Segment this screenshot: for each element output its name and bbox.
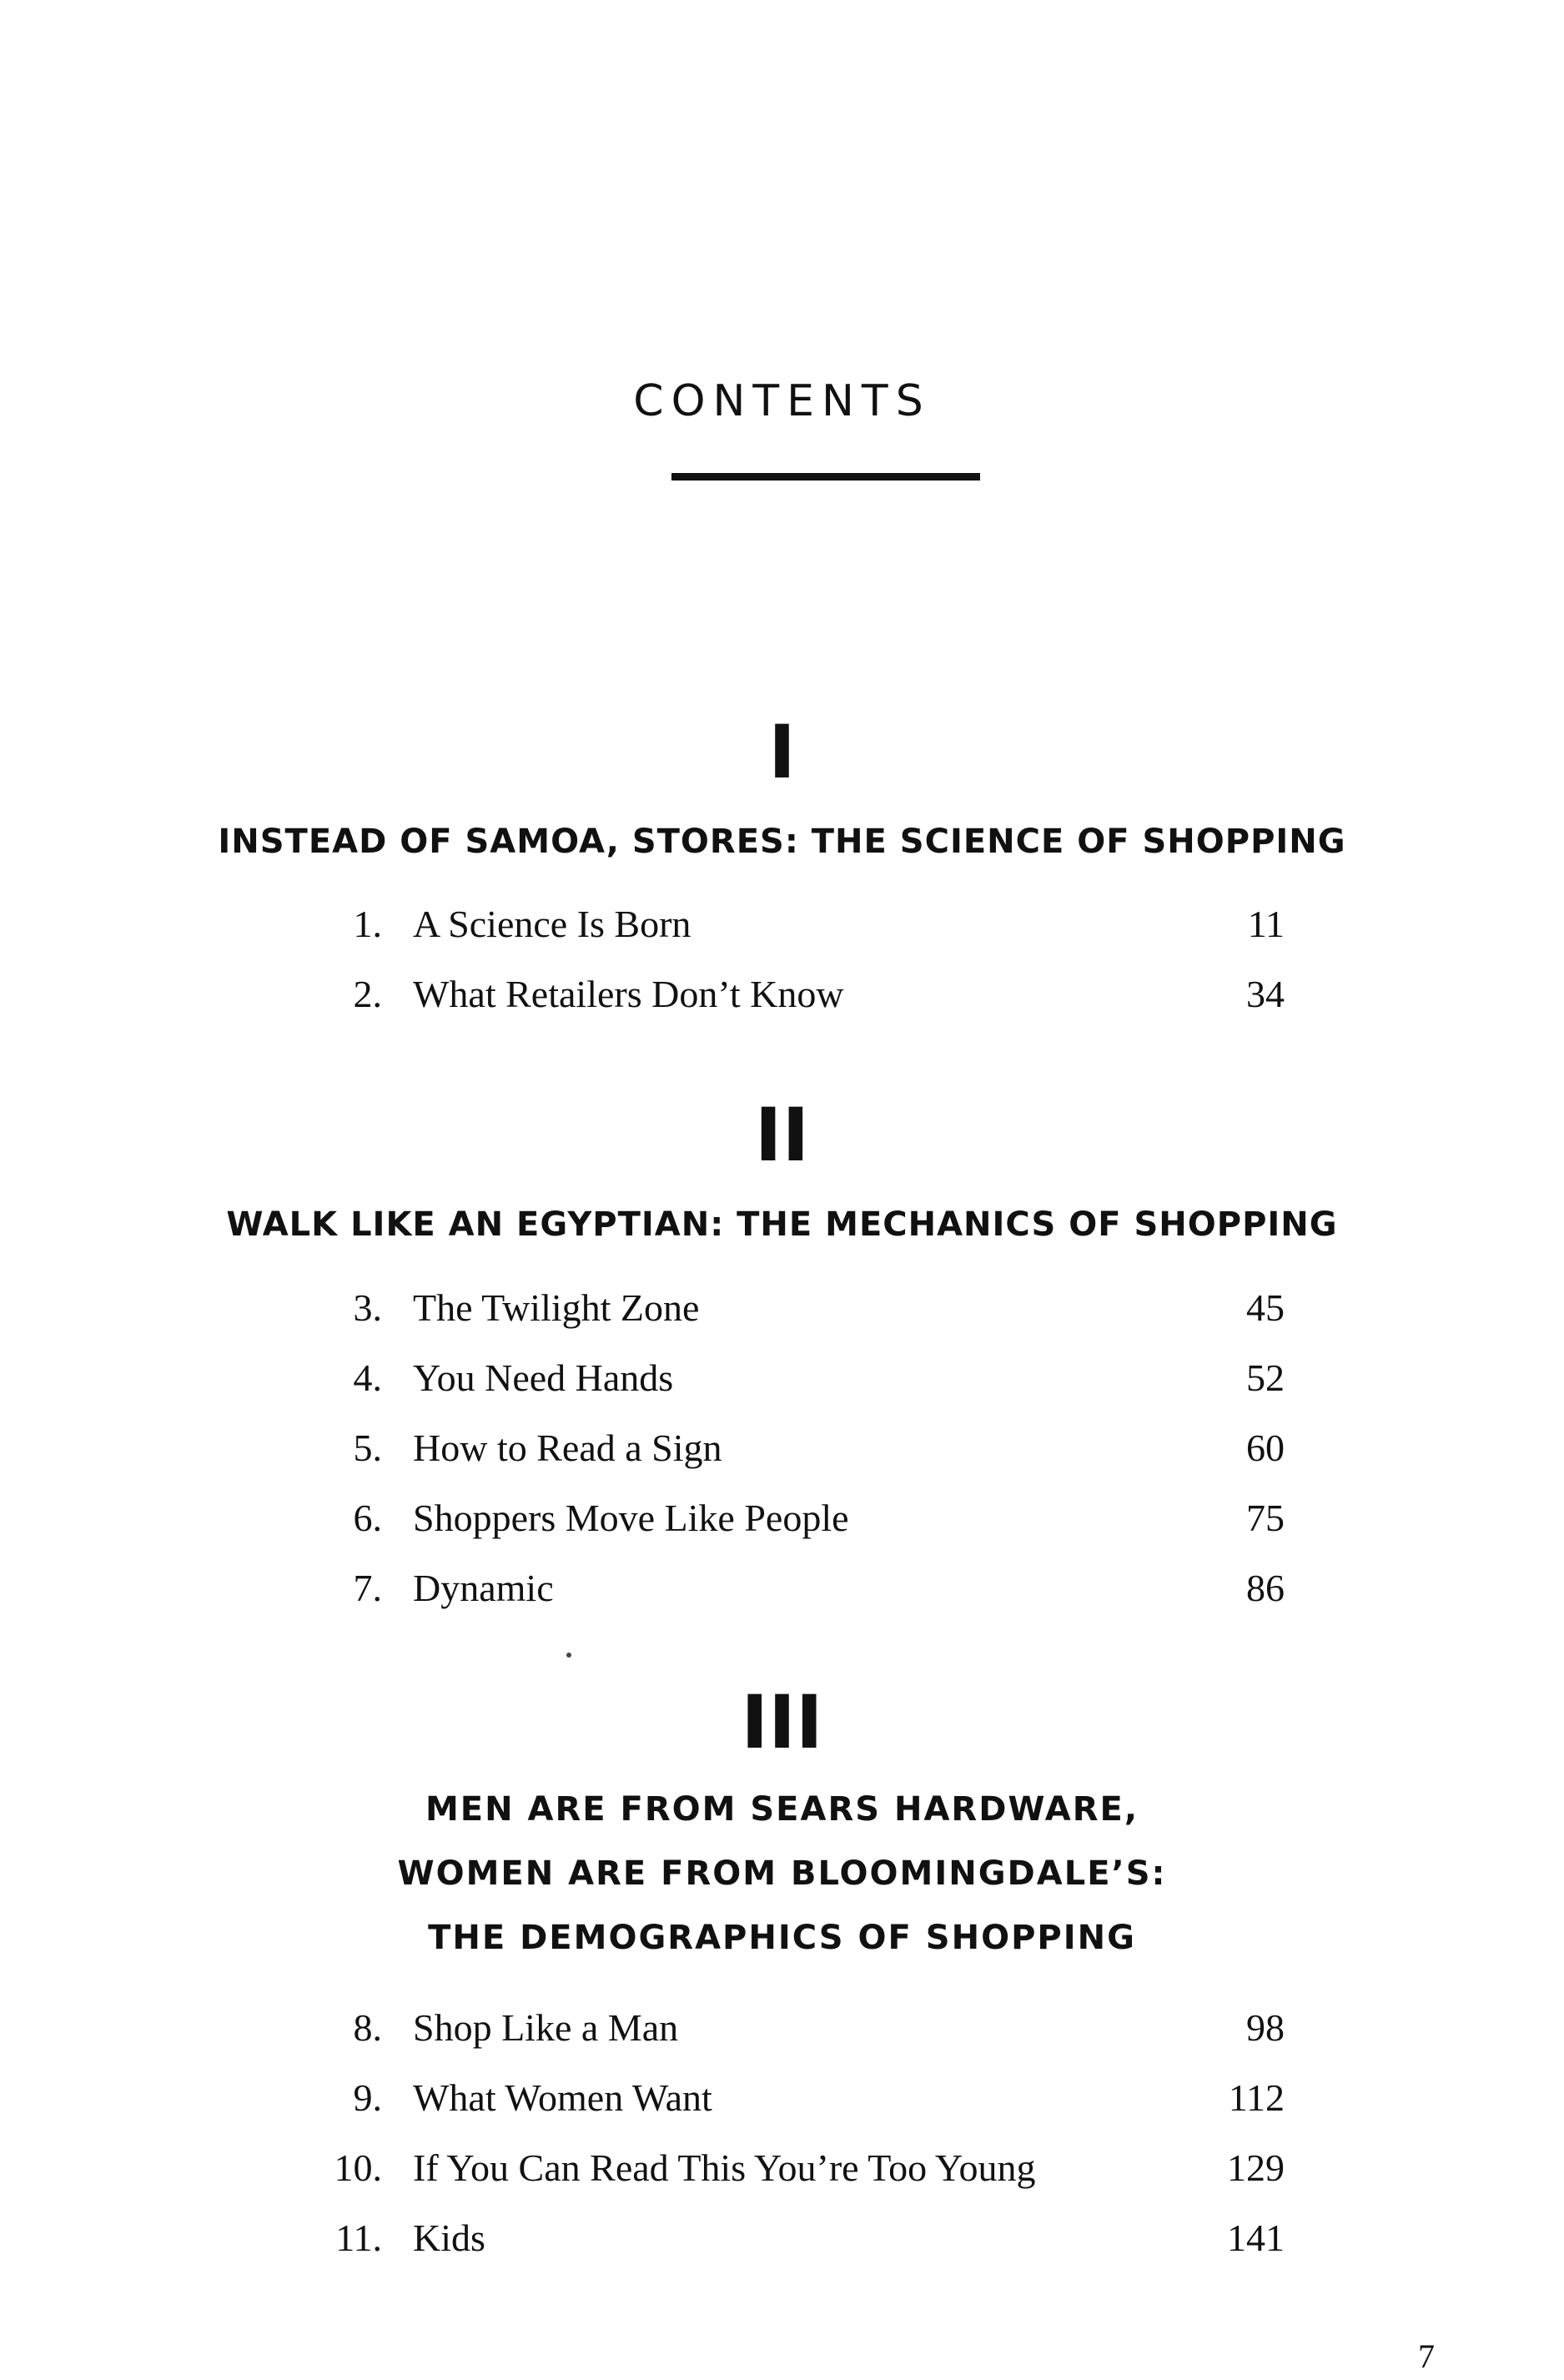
toc-entry[interactable] [325, 1553, 1285, 1623]
page-title: CONTENTS [633, 376, 931, 426]
toc-entry[interactable] [325, 889, 1285, 959]
chapter-number: 7. [353, 1567, 382, 1609]
chapter-number: 8. [353, 2006, 382, 2049]
chapter-number: 10. [334, 2146, 382, 2189]
part-2-chapter-list [325, 1273, 1285, 1623]
chapter-title: If You Can Read This You’re Too Young [413, 2146, 1036, 2189]
chapter-title: How to Read a Sign [413, 1426, 722, 1469]
part-1-numeral: I [768, 709, 796, 795]
part-3-title-line: THE DEMOGRAPHICS OF SHOPPING [428, 1919, 1136, 1957]
chapter-page: 34 [1246, 973, 1285, 1015]
chapter-page: 52 [1246, 1356, 1285, 1399]
part-3-title-line: WOMEN ARE FROM BLOOMINGDALE’S: [397, 1854, 1167, 1893]
part-1-chapter-list [325, 889, 1285, 1029]
chapter-title: Dynamic [413, 1567, 554, 1609]
toc-entry[interactable] [325, 1483, 1285, 1553]
chapter-page: 60 [1246, 1426, 1285, 1469]
title-underline [671, 473, 980, 481]
chapter-number: 5. [353, 1426, 382, 1469]
part-3-chapter-list [325, 1993, 1285, 2273]
chapter-page: 11 [1247, 903, 1285, 945]
chapter-title: What Retailers Don’t Know [413, 973, 844, 1015]
toc-entry[interactable] [325, 1343, 1285, 1413]
toc-entry[interactable] [325, 2133, 1285, 2203]
chapter-title: Shoppers Move Like People [413, 1497, 849, 1539]
chapter-page: 129 [1227, 2146, 1285, 2189]
chapter-page: 141 [1227, 2216, 1285, 2259]
toc-entry[interactable] [325, 1273, 1285, 1343]
chapter-page: 86 [1246, 1567, 1285, 1609]
toc-entry[interactable] [325, 959, 1285, 1029]
toc-entry[interactable] [325, 1993, 1285, 2063]
toc-entry[interactable] [325, 2063, 1285, 2133]
chapter-number: 2. [353, 973, 382, 1015]
page-number: 7 [1418, 2337, 1435, 2375]
chapter-title: The Twilight Zone [413, 1286, 700, 1329]
toc-entry[interactable] [325, 2203, 1285, 2273]
part-3-title-line: MEN ARE FROM SEARS HARDWARE, [425, 1790, 1139, 1829]
chapter-number: 3. [353, 1286, 382, 1329]
part-2-numeral: II [754, 1092, 810, 1178]
part-3-numeral: III [741, 1679, 823, 1765]
chapter-number: 11. [335, 2216, 382, 2259]
chapter-number: 9. [353, 2076, 382, 2119]
print-speck [566, 1653, 571, 1658]
chapter-page: 75 [1246, 1497, 1285, 1539]
chapter-title: Shop Like a Man [413, 2006, 679, 2049]
chapter-number: 6. [353, 1497, 382, 1539]
toc-entry[interactable] [325, 1413, 1285, 1483]
chapter-page: 45 [1246, 1286, 1285, 1329]
chapter-title: You Need Hands [413, 1356, 674, 1399]
part-2-title: WALK LIKE AN EGYPTIAN: THE MECHANICS OF SHOPPING [226, 1205, 1338, 1244]
chapter-title: What Women Want [413, 2076, 712, 2119]
part-1-title: INSTEAD OF SAMOA, STORES: THE SCIENCE OF SHOPPING [218, 823, 1346, 861]
chapter-page: 112 [1228, 2076, 1285, 2119]
chapter-page: 98 [1246, 2006, 1285, 2049]
chapter-title: Kids [413, 2216, 485, 2259]
chapter-number: 4. [353, 1356, 382, 1399]
part-3-title [0, 1778, 1564, 1970]
chapter-number: 1. [353, 903, 382, 945]
chapter-title: A Science Is Born [413, 903, 691, 945]
